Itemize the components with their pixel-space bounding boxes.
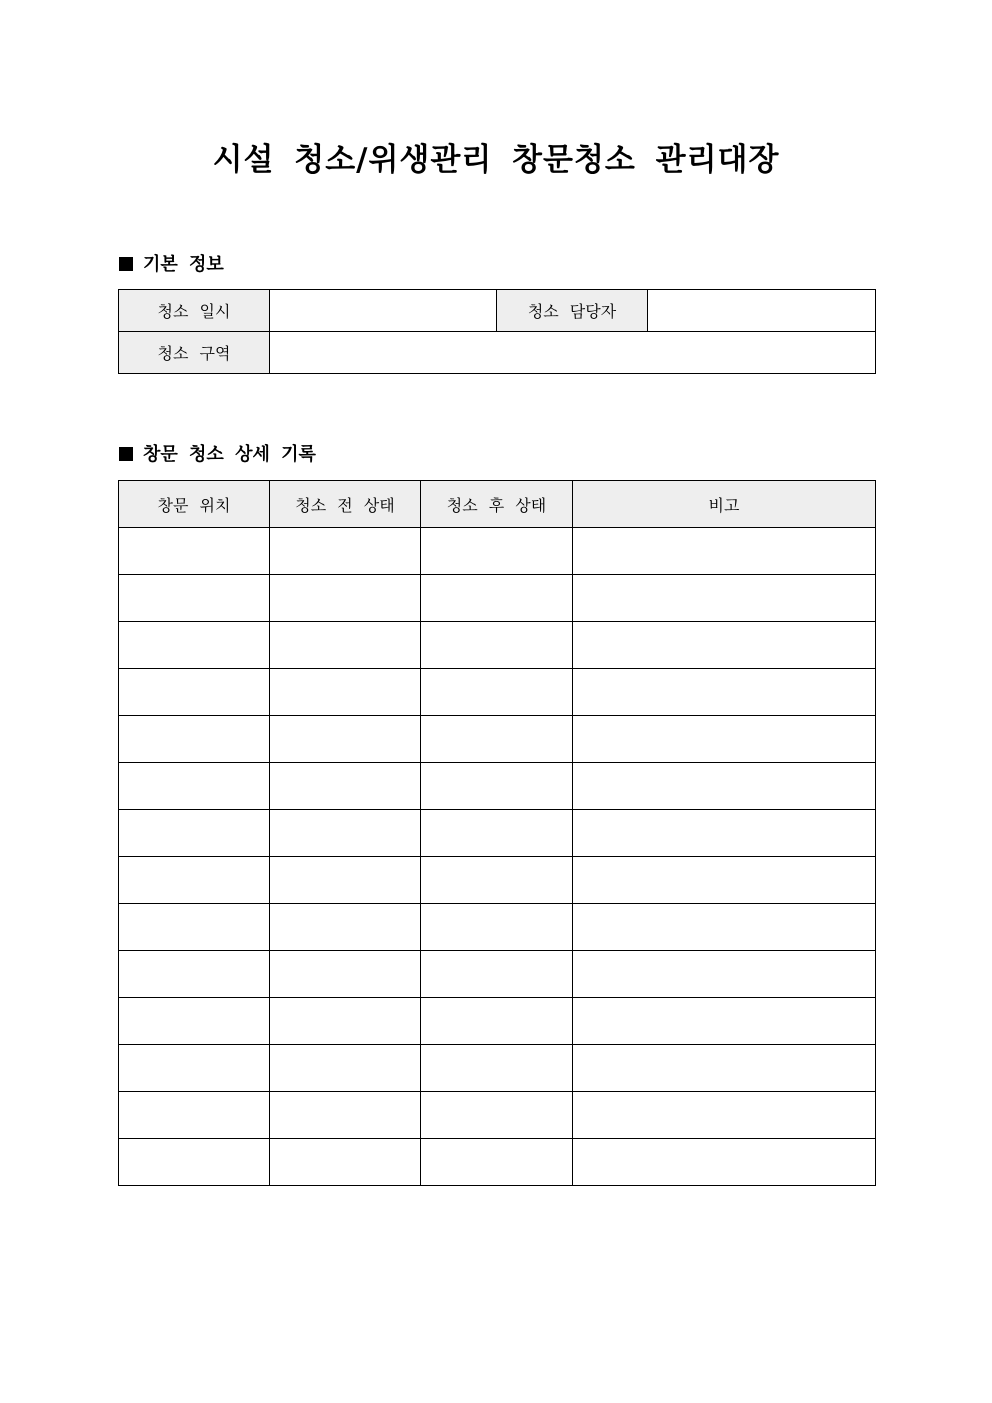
remarks-cell[interactable] — [573, 528, 876, 575]
page-title: 시설 청소/위생관리 창문청소 관리대장 — [212, 142, 780, 178]
cleaning-area-label: 청소 구역 — [119, 332, 270, 374]
remarks-cell[interactable] — [573, 669, 876, 716]
window-location-cell[interactable] — [119, 1045, 270, 1092]
before-state-cell[interactable] — [270, 904, 421, 951]
after-state-cell[interactable] — [421, 810, 573, 857]
window-location-cell[interactable] — [119, 528, 270, 575]
cleaner-label: 청소 담당자 — [497, 290, 648, 332]
table-row — [119, 951, 876, 998]
remarks-cell[interactable] — [573, 951, 876, 998]
window-location-cell[interactable] — [119, 622, 270, 669]
window-location-cell[interactable] — [119, 1139, 270, 1186]
before-state-cell[interactable] — [270, 716, 421, 763]
cleaning-area-field[interactable] — [270, 332, 876, 374]
before-state-cell[interactable] — [270, 1139, 421, 1186]
table-row — [119, 904, 876, 951]
remarks-cell[interactable] — [573, 1045, 876, 1092]
table-row — [119, 716, 876, 763]
remarks-cell[interactable] — [573, 1139, 876, 1186]
after-state-cell[interactable] — [421, 1045, 573, 1092]
table-row — [119, 1139, 876, 1186]
cleaner-field[interactable] — [648, 290, 876, 332]
after-state-cell[interactable] — [421, 669, 573, 716]
basic-info-heading-text: 기본 정보 — [143, 254, 224, 275]
before-state-cell[interactable] — [270, 998, 421, 1045]
remarks-cell[interactable] — [573, 904, 876, 951]
table-row — [119, 810, 876, 857]
records-header-row — [119, 481, 876, 528]
table-row — [119, 1045, 876, 1092]
window-records-table — [118, 480, 876, 1186]
column-header-before-state: 청소 전 상태 — [270, 481, 421, 528]
window-location-cell[interactable] — [119, 575, 270, 622]
before-state-cell[interactable] — [270, 1045, 421, 1092]
remarks-cell[interactable] — [573, 575, 876, 622]
cleaning-datetime-label: 청소 일시 — [119, 290, 270, 332]
window-location-cell[interactable] — [119, 763, 270, 810]
before-state-cell[interactable] — [270, 951, 421, 998]
basic-info-heading — [119, 253, 224, 277]
table-row — [119, 998, 876, 1045]
before-state-cell[interactable] — [270, 528, 421, 575]
column-header-after-state: 청소 후 상태 — [421, 481, 573, 528]
square-bullet-icon — [119, 257, 133, 271]
after-state-cell[interactable] — [421, 622, 573, 669]
table-row — [119, 575, 876, 622]
window-location-cell[interactable] — [119, 716, 270, 763]
window-location-cell[interactable] — [119, 810, 270, 857]
window-location-cell[interactable] — [119, 951, 270, 998]
before-state-cell[interactable] — [270, 575, 421, 622]
after-state-cell[interactable] — [421, 528, 573, 575]
column-header-window-location: 창문 위치 — [119, 481, 270, 528]
remarks-cell[interactable] — [573, 857, 876, 904]
square-bullet-icon — [119, 447, 133, 461]
info-row-datetime — [119, 290, 876, 332]
table-row — [119, 857, 876, 904]
basic-info-table — [118, 289, 876, 374]
table-row — [119, 622, 876, 669]
remarks-cell[interactable] — [573, 810, 876, 857]
column-header-remarks: 비고 — [573, 481, 876, 528]
before-state-cell[interactable] — [270, 669, 421, 716]
after-state-cell[interactable] — [421, 716, 573, 763]
remarks-cell[interactable] — [573, 716, 876, 763]
after-state-cell[interactable] — [421, 904, 573, 951]
before-state-cell[interactable] — [270, 857, 421, 904]
table-row — [119, 763, 876, 810]
before-state-cell[interactable] — [270, 622, 421, 669]
window-location-cell[interactable] — [119, 1092, 270, 1139]
before-state-cell[interactable] — [270, 1092, 421, 1139]
window-location-cell[interactable] — [119, 669, 270, 716]
after-state-cell[interactable] — [421, 951, 573, 998]
table-row — [119, 669, 876, 716]
window-location-cell[interactable] — [119, 998, 270, 1045]
table-row — [119, 1092, 876, 1139]
after-state-cell[interactable] — [421, 1092, 573, 1139]
window-records-heading — [119, 443, 316, 467]
after-state-cell[interactable] — [421, 1139, 573, 1186]
remarks-cell[interactable] — [573, 763, 876, 810]
before-state-cell[interactable] — [270, 763, 421, 810]
window-records-heading-text: 창문 청소 상세 기록 — [143, 444, 316, 465]
table-row — [119, 528, 876, 575]
after-state-cell[interactable] — [421, 575, 573, 622]
remarks-cell[interactable] — [573, 998, 876, 1045]
before-state-cell[interactable] — [270, 810, 421, 857]
cleaning-datetime-field[interactable] — [270, 290, 497, 332]
window-location-cell[interactable] — [119, 904, 270, 951]
remarks-cell[interactable] — [573, 1092, 876, 1139]
remarks-cell[interactable] — [573, 622, 876, 669]
after-state-cell[interactable] — [421, 998, 573, 1045]
after-state-cell[interactable] — [421, 857, 573, 904]
records-body — [119, 528, 876, 1186]
after-state-cell[interactable] — [421, 763, 573, 810]
window-location-cell[interactable] — [119, 857, 270, 904]
info-row-area — [119, 332, 876, 374]
